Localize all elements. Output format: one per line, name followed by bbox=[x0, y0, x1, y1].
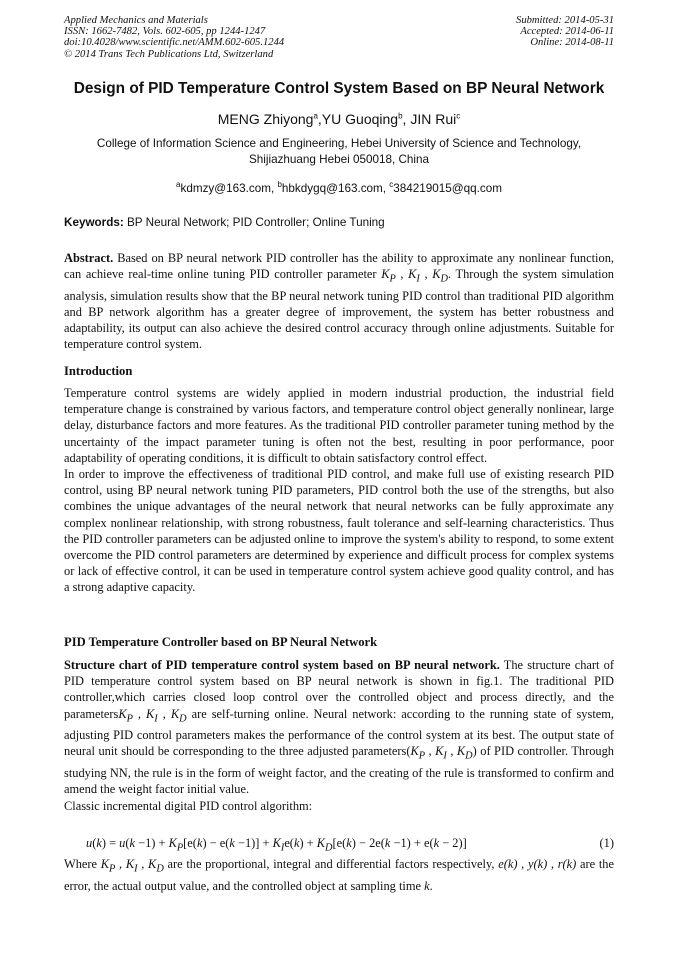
email-a-sup: a bbox=[176, 180, 181, 189]
param-kpkikd: $K_P$ , $K_I$ , $K_D$ bbox=[118, 706, 187, 725]
equation-1-number: (1) bbox=[599, 836, 614, 850]
where-text-1: Where bbox=[64, 857, 101, 871]
accepted-date: Accepted: 2014-06-11 bbox=[520, 26, 614, 38]
intro-body bbox=[64, 385, 614, 596]
algorithm-intro: Classic incremental digital PID control algorithm: bbox=[64, 798, 313, 813]
intro-paragraph-2: In order to improve the effectiveness of traditional PID control, and make full use of existing research PID control, using BP neural network tuning PID parameters, PID control both the use of the strengths, but also combines the unique advantages of the neural network that neural networks can be fully approximate any complex nonlinear relationship, with strong robustness, fault tolerance and self-learning characteristics. Thus the PID controller parameters can be adjusted online to improve the system's ability to respond, to some extent overcome the PID control parameters are determined by experience and difficult process for complex systems or lack of effective control, it can be used in temperature control system achieve good quality control, and has a strong adaptive capacity. bbox=[64, 467, 614, 595]
keywords bbox=[64, 216, 385, 229]
abstract bbox=[64, 250, 614, 353]
where-text-2: are the proportional, integral and differential factors respectively, bbox=[163, 857, 499, 871]
author-list bbox=[40, 111, 638, 127]
keywords-label: Keywords: bbox=[64, 216, 124, 229]
where-params: $K_P$ , $K_I$ , $K_D$ bbox=[100, 857, 164, 875]
author-2-sup: b bbox=[398, 111, 403, 121]
affiliation bbox=[70, 136, 608, 168]
author-3-sup: c bbox=[456, 111, 461, 121]
email-a: kdmzy@163.com, bbox=[180, 181, 278, 195]
section-2-heading: PID Temperature Controller based on BP Neural Network bbox=[64, 635, 378, 649]
affiliation-line-2: Shijiazhuang Hebei 050018, China bbox=[249, 153, 429, 166]
section-2-text-2: are self-turning online. Neural network: according to the running state of system, adjusting PID control parameters makes the performance of the control system at its best. The output state of neural unit should be corresponding to the three adjusted parameters( bbox=[64, 706, 614, 759]
abstract-text-2: . Through the system simulation analysis, simulation results show that the BP neural network tuning PID control than traditional PID algorithm and BP network algorithm has a greater degree of improvement, the system has better robustness and adaptability, its output can also achieve the desired control accuracy through online adjustments. Suitable for temperature control system. bbox=[64, 267, 614, 352]
dates-info bbox=[516, 15, 614, 49]
online-date: Online: 2014-08-11 bbox=[530, 37, 614, 49]
journal-name: Applied Mechanics and Materials bbox=[64, 15, 208, 26]
paper-title: Design of PID Temperature Control System Based on BP Neural Network bbox=[73, 80, 605, 97]
intro-paragraph-1: Temperature control systems are widely applied in modern industrial production, the industrial field temperature change is constrained by various factors, and temperature control object generally nonlinear, large delay, disturbance factors and more features. As the traditional PID controller parameter tuning method by the uncertainty of the impact parameter tuning is often not the best, resulting in poor performance, poor adaptability of operating conditions, it is difficult to obtain satisfactory control effect. bbox=[64, 386, 614, 465]
where-k: k bbox=[424, 878, 430, 893]
where-signals: e(k) , y(k) , r(k) bbox=[498, 857, 577, 871]
abstract-param: $K_P$ , $K_I$ , $K_D$ bbox=[381, 267, 448, 285]
param-kpkikd-2: $K_P$ , $K_I$ , $K_D$ bbox=[410, 744, 473, 762]
where-text-4: . bbox=[429, 878, 433, 893]
author-2: ,YU Guoqing bbox=[317, 111, 399, 127]
submitted-date: Submitted: 2014-05-31 bbox=[516, 15, 614, 26]
abstract-text-1: Based on BP neural network PID controller has the ability to approximate any nonlinear function, can achieve real-time online tuning PID controller parameter bbox=[64, 251, 614, 282]
author-3: , JIN Rui bbox=[402, 111, 457, 127]
keywords-text: BP Neural Network; PID Controller; Online Tuning bbox=[123, 216, 385, 229]
email-b: hbkdygq@163.com, bbox=[281, 181, 390, 195]
author-1-sup: a bbox=[313, 111, 318, 121]
abstract-label: Abstract. bbox=[64, 251, 114, 265]
section-2-text-3: ) of PID controller. Through studying NN, the rule is in the form of weight factor, and the creating of the rule is transformed to confirm and amend the weight factor initial value. bbox=[64, 744, 614, 797]
author-1: MENG Zhiyong bbox=[217, 111, 314, 127]
where-paragraph bbox=[64, 856, 614, 894]
journal-doi: doi:10.4028/www.scientific.net/AMM.602-605.1244 bbox=[64, 37, 285, 49]
equation-1-body: $u(k) = u(k -1) + K_P[e(k) - e(k -1)] + K_Ie(k) + K_D[e(k) - 2e(k -1) + e(k - 2)]$ bbox=[86, 836, 467, 854]
intro-heading: Introduction bbox=[64, 364, 133, 378]
section-2-lead: Structure chart of PID temperature control system based on BP neural network. bbox=[64, 658, 500, 672]
journal-copyright: © 2014 Trans Tech Publications Ltd, Switzerland bbox=[64, 48, 274, 60]
where-text-3: are the error, the actual output value, and the controlled object at sampling time bbox=[64, 857, 614, 893]
section-2-body bbox=[64, 657, 614, 814]
email-c: 384219015@qq.com bbox=[393, 181, 502, 195]
email-b-sup: b bbox=[277, 180, 282, 189]
affiliation-line-1: College of Information Science and Engineering, Hebei University of Science and Technology, bbox=[96, 137, 582, 150]
journal-info bbox=[64, 15, 284, 60]
journal-issn: ISSN: 1662-7482, Vols. 602-605, pp 1244-1247 bbox=[64, 26, 266, 38]
email-c-sup: c bbox=[389, 180, 394, 189]
section-2-text-1: The structure chart of PID temperature control system based on BP neural network is shown in fig.1. The traditional PID controller,which carries closed loop control over the controlled object and process directly, and the parameters bbox=[64, 658, 614, 721]
author-emails bbox=[40, 180, 638, 195]
